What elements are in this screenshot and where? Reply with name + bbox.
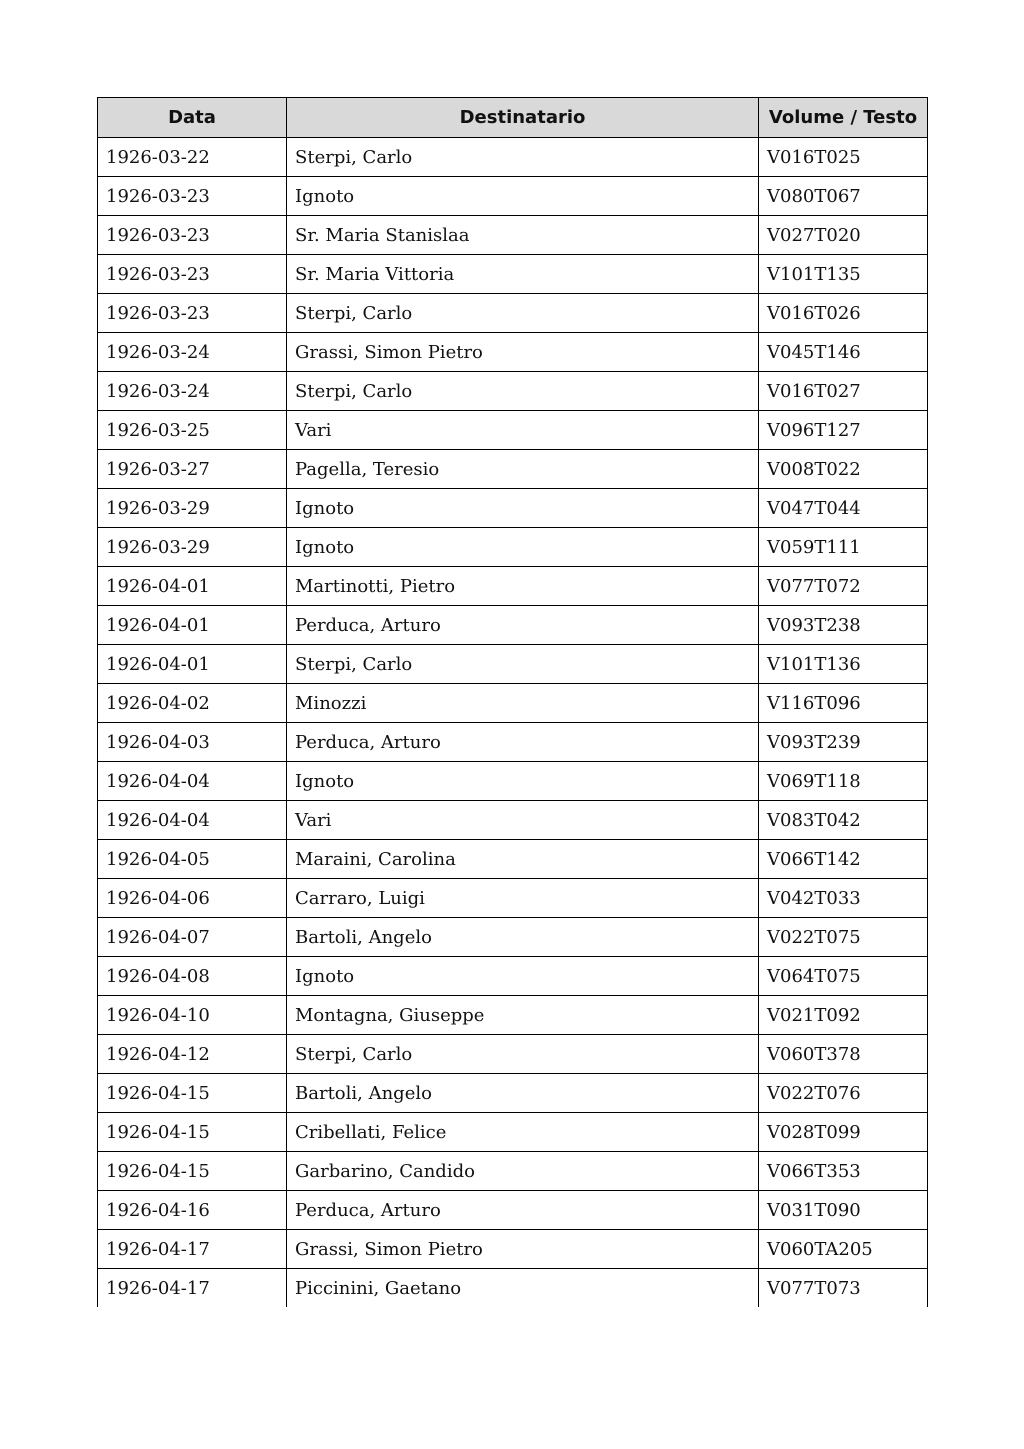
table-row bbox=[98, 255, 928, 294]
cell-date: 1926-04-01 bbox=[98, 567, 287, 606]
cell-volume: V016T025 bbox=[759, 138, 928, 177]
cell-recipient: Perduca, Arturo bbox=[287, 723, 759, 762]
cell-date: 1926-04-01 bbox=[98, 606, 287, 645]
cell-volume: V093T238 bbox=[759, 606, 928, 645]
cell-recipient: Garbarino, Candido bbox=[287, 1152, 759, 1191]
cell-volume: V101T135 bbox=[759, 255, 928, 294]
cell-date: 1926-04-02 bbox=[98, 684, 287, 723]
table-row bbox=[98, 450, 928, 489]
cell-date: 1926-04-03 bbox=[98, 723, 287, 762]
cell-volume: V096T127 bbox=[759, 411, 928, 450]
cell-recipient: Carraro, Luigi bbox=[287, 879, 759, 918]
cell-recipient: Ignoto bbox=[287, 762, 759, 801]
cell-date: 1926-04-01 bbox=[98, 645, 287, 684]
cell-volume: V093T239 bbox=[759, 723, 928, 762]
table-row bbox=[98, 177, 928, 216]
cell-recipient: Bartoli, Angelo bbox=[287, 918, 759, 957]
cell-date: 1926-04-04 bbox=[98, 801, 287, 840]
cell-date: 1926-03-29 bbox=[98, 528, 287, 567]
cell-date: 1926-03-25 bbox=[98, 411, 287, 450]
table-row bbox=[98, 1269, 928, 1308]
cell-recipient: Grassi, Simon Pietro bbox=[287, 1230, 759, 1269]
table-row bbox=[98, 1191, 928, 1230]
table-row bbox=[98, 567, 928, 606]
cell-date: 1926-03-23 bbox=[98, 255, 287, 294]
cell-recipient: Perduca, Arturo bbox=[287, 1191, 759, 1230]
cell-date: 1926-04-12 bbox=[98, 1035, 287, 1074]
cell-recipient: Sterpi, Carlo bbox=[287, 645, 759, 684]
cell-volume: V022T076 bbox=[759, 1074, 928, 1113]
cell-volume: V047T044 bbox=[759, 489, 928, 528]
table-row bbox=[98, 996, 928, 1035]
cell-date: 1926-04-10 bbox=[98, 996, 287, 1035]
cell-recipient: Sterpi, Carlo bbox=[287, 294, 759, 333]
cell-volume: V116T096 bbox=[759, 684, 928, 723]
table-row bbox=[98, 957, 928, 996]
table-row bbox=[98, 216, 928, 255]
cell-date: 1926-04-16 bbox=[98, 1191, 287, 1230]
cell-volume: V016T026 bbox=[759, 294, 928, 333]
cell-date: 1926-03-24 bbox=[98, 333, 287, 372]
cell-date: 1926-03-24 bbox=[98, 372, 287, 411]
cell-date: 1926-04-05 bbox=[98, 840, 287, 879]
cell-date: 1926-03-22 bbox=[98, 138, 287, 177]
cell-recipient: Martinotti, Pietro bbox=[287, 567, 759, 606]
cell-volume: V016T027 bbox=[759, 372, 928, 411]
cell-volume: V031T090 bbox=[759, 1191, 928, 1230]
cell-volume: V066T142 bbox=[759, 840, 928, 879]
cell-volume: V060TA205 bbox=[759, 1230, 928, 1269]
cell-recipient: Sr. Maria Vittoria bbox=[287, 255, 759, 294]
table-row bbox=[98, 489, 928, 528]
cell-date: 1926-03-23 bbox=[98, 294, 287, 333]
cell-recipient: Vari bbox=[287, 801, 759, 840]
cell-date: 1926-04-15 bbox=[98, 1074, 287, 1113]
cell-volume: V021T092 bbox=[759, 996, 928, 1035]
cell-date: 1926-03-23 bbox=[98, 177, 287, 216]
table-row bbox=[98, 372, 928, 411]
cell-recipient: Piccinini, Gaetano bbox=[287, 1269, 759, 1308]
table-row bbox=[98, 1074, 928, 1113]
cell-recipient: Grassi, Simon Pietro bbox=[287, 333, 759, 372]
cell-date: 1926-04-15 bbox=[98, 1152, 287, 1191]
table-row bbox=[98, 1230, 928, 1269]
cell-recipient: Pagella, Teresio bbox=[287, 450, 759, 489]
cell-date: 1926-04-04 bbox=[98, 762, 287, 801]
cell-date: 1926-03-29 bbox=[98, 489, 287, 528]
cell-date: 1926-04-15 bbox=[98, 1113, 287, 1152]
cell-recipient: Perduca, Arturo bbox=[287, 606, 759, 645]
cell-volume: V028T099 bbox=[759, 1113, 928, 1152]
table-row bbox=[98, 840, 928, 879]
table-row bbox=[98, 762, 928, 801]
cell-date: 1926-04-07 bbox=[98, 918, 287, 957]
cell-recipient: Sterpi, Carlo bbox=[287, 372, 759, 411]
cell-recipient: Montagna, Giuseppe bbox=[287, 996, 759, 1035]
header-date: Data bbox=[98, 98, 287, 138]
table-row bbox=[98, 1152, 928, 1191]
cell-volume: V042T033 bbox=[759, 879, 928, 918]
cell-date: 1926-04-06 bbox=[98, 879, 287, 918]
cell-volume: V022T075 bbox=[759, 918, 928, 957]
cell-date: 1926-03-23 bbox=[98, 216, 287, 255]
header-recipient: Destinatario bbox=[287, 98, 759, 138]
cell-recipient: Cribellati, Felice bbox=[287, 1113, 759, 1152]
cell-recipient: Sr. Maria Stanislaa bbox=[287, 216, 759, 255]
header-volume: Volume / Testo bbox=[759, 98, 928, 138]
cell-volume: V064T075 bbox=[759, 957, 928, 996]
cell-volume: V077T072 bbox=[759, 567, 928, 606]
cell-date: 1926-04-08 bbox=[98, 957, 287, 996]
table-row bbox=[98, 801, 928, 840]
cell-volume: V080T067 bbox=[759, 177, 928, 216]
table-row bbox=[98, 528, 928, 567]
table-row bbox=[98, 879, 928, 918]
cell-volume: V066T353 bbox=[759, 1152, 928, 1191]
table-row bbox=[98, 606, 928, 645]
table-row bbox=[98, 1113, 928, 1152]
cell-recipient: Maraini, Carolina bbox=[287, 840, 759, 879]
table-row bbox=[98, 333, 928, 372]
table-row bbox=[98, 723, 928, 762]
cell-recipient: Bartoli, Angelo bbox=[287, 1074, 759, 1113]
cell-volume: V059T111 bbox=[759, 528, 928, 567]
table-row bbox=[98, 411, 928, 450]
cell-volume: V060T378 bbox=[759, 1035, 928, 1074]
cell-recipient: Minozzi bbox=[287, 684, 759, 723]
cell-volume: V069T118 bbox=[759, 762, 928, 801]
cell-recipient: Vari bbox=[287, 411, 759, 450]
cell-volume: V083T042 bbox=[759, 801, 928, 840]
cell-recipient: Sterpi, Carlo bbox=[287, 138, 759, 177]
table-body bbox=[98, 138, 928, 1308]
cell-date: 1926-04-17 bbox=[98, 1269, 287, 1308]
table-row bbox=[98, 684, 928, 723]
table-row bbox=[98, 918, 928, 957]
table-row bbox=[98, 294, 928, 333]
table-row bbox=[98, 645, 928, 684]
cell-date: 1926-03-27 bbox=[98, 450, 287, 489]
table-row bbox=[98, 138, 928, 177]
cell-recipient: Ignoto bbox=[287, 489, 759, 528]
cell-volume: V045T146 bbox=[759, 333, 928, 372]
cell-volume: V101T136 bbox=[759, 645, 928, 684]
cell-date: 1926-04-17 bbox=[98, 1230, 287, 1269]
header-row bbox=[98, 98, 928, 138]
table-header bbox=[98, 98, 928, 138]
cell-volume: V077T073 bbox=[759, 1269, 928, 1308]
cell-volume: V027T020 bbox=[759, 216, 928, 255]
table-row bbox=[98, 1035, 928, 1074]
cell-recipient: Ignoto bbox=[287, 528, 759, 567]
cell-recipient: Ignoto bbox=[287, 957, 759, 996]
cell-volume: V008T022 bbox=[759, 450, 928, 489]
cell-recipient: Ignoto bbox=[287, 177, 759, 216]
letters-table bbox=[97, 97, 928, 1307]
cell-recipient: Sterpi, Carlo bbox=[287, 1035, 759, 1074]
